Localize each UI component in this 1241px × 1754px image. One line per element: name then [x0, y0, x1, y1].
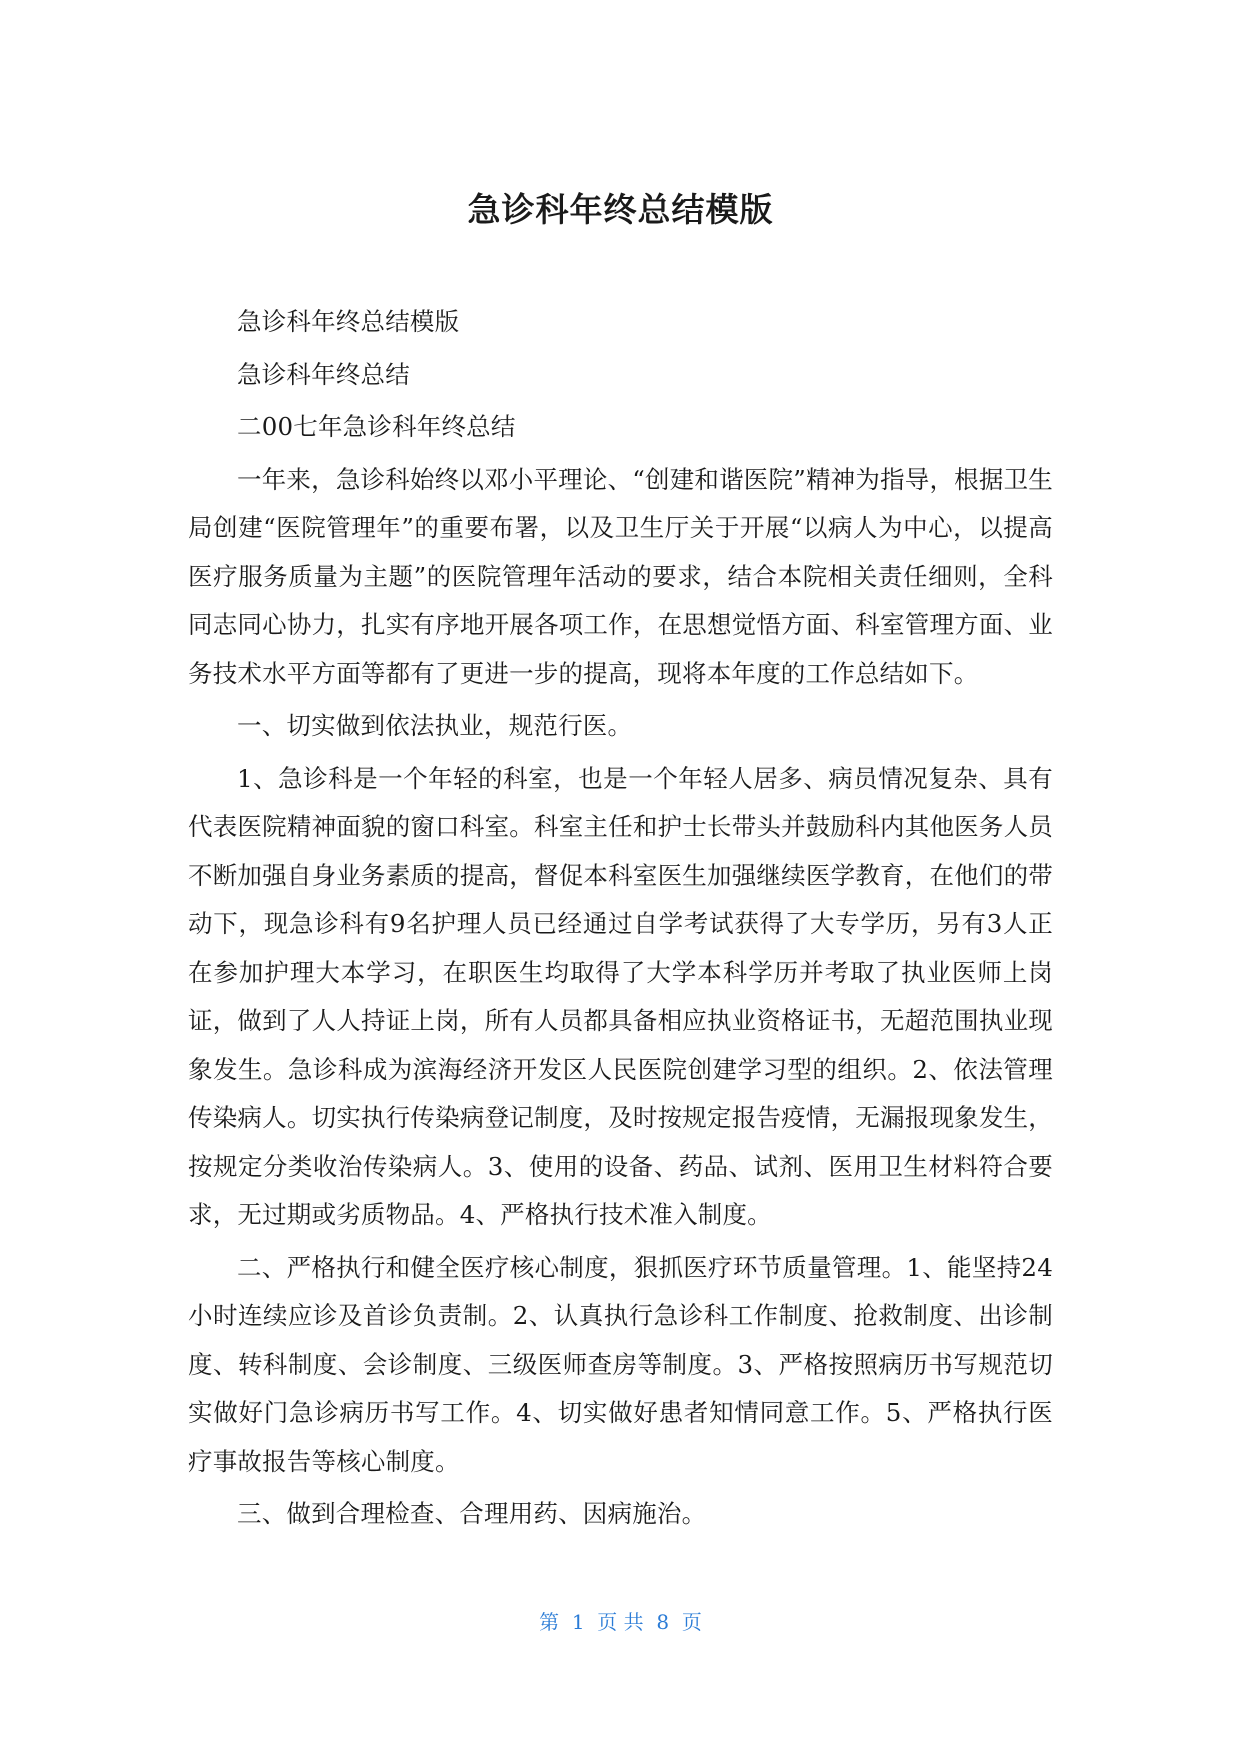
- paragraph: 1、急诊科是一个年轻的科室，也是一个年轻人居多、病员情况复杂、具有代表医院精神面貌的窗口科室。科室主任和护士长带头并鼓励科内其他医务人员不断加强自身业务素质的提高，督促本科室医生加强继续医学教育，在他们的带动下，现急诊科有9名护理人员已经通过自学考试获得了大专学历，另有3人正在参加护理大本学习，在职医生均取得了大学本科学历并考取了执业医师上岗证，做到了人人持证上岗，所有人员都具备相应执业资格证书，无超范围执业现象发生。急诊科成为滨海经济开发区人民医院创建学习型的组织。2、依法管理传染病人。切实执行传染病登记制度，及时按规定报告疫情，无漏报现象发生，按规定分类收治传染病人。3、使用的设备、药品、试剂、医用卫生材料符合要求，无过期或劣质物品。4、严格执行技术准入制度。: [188, 763, 1053, 1229]
- paragraph: 急诊科年终总结: [237, 359, 410, 389]
- paragraph: 一年来，急诊科始终以邓小平理论、“创建和谐医院”精神为指导，根据卫生局创建“医院管理年”的重要布署，以及卫生厅关于开展“以病人为中心，以提高医疗服务质量为主题”的医院管理年活动的要求，结合本院相关责任细则，全科同志同心协力，扎实有序地开展各项工作，在思想觉悟方面、科室管理方面、业务技术水平方面等都有了更进一步的提高，现将本年度的工作总结如下。: [188, 464, 1053, 688]
- document-title: 急诊科年终总结模版: [467, 190, 774, 229]
- paragraph: 二00七年急诊科年终总结: [237, 412, 516, 441]
- section-heading: 一、切实做到依法执业，规范行医。: [237, 711, 633, 740]
- page-number-footer: 第 1 页 共 8 页: [539, 1610, 702, 1634]
- paragraph: 急诊科年终总结模版: [237, 307, 460, 336]
- document-body: [188, 298, 1053, 1543]
- section-heading: 二、严格执行和健全医疗核心制度，狠抓医疗环节质量管理。1、能坚持24小时连续应诊及首诊负责制。2、认真执行急诊科工作制度、抢救制度、出诊制度、转科制度、会诊制度、三级医师查房等制度。3、严格按照病历书写规范切实做好门急诊病历书写工作。4、切实做好患者知情同意工作。5、严格执行医疗事故报告等核心制度。: [188, 1252, 1053, 1476]
- section-heading: 三、做到合理检查、合理用药、因病施治。: [237, 1499, 707, 1528]
